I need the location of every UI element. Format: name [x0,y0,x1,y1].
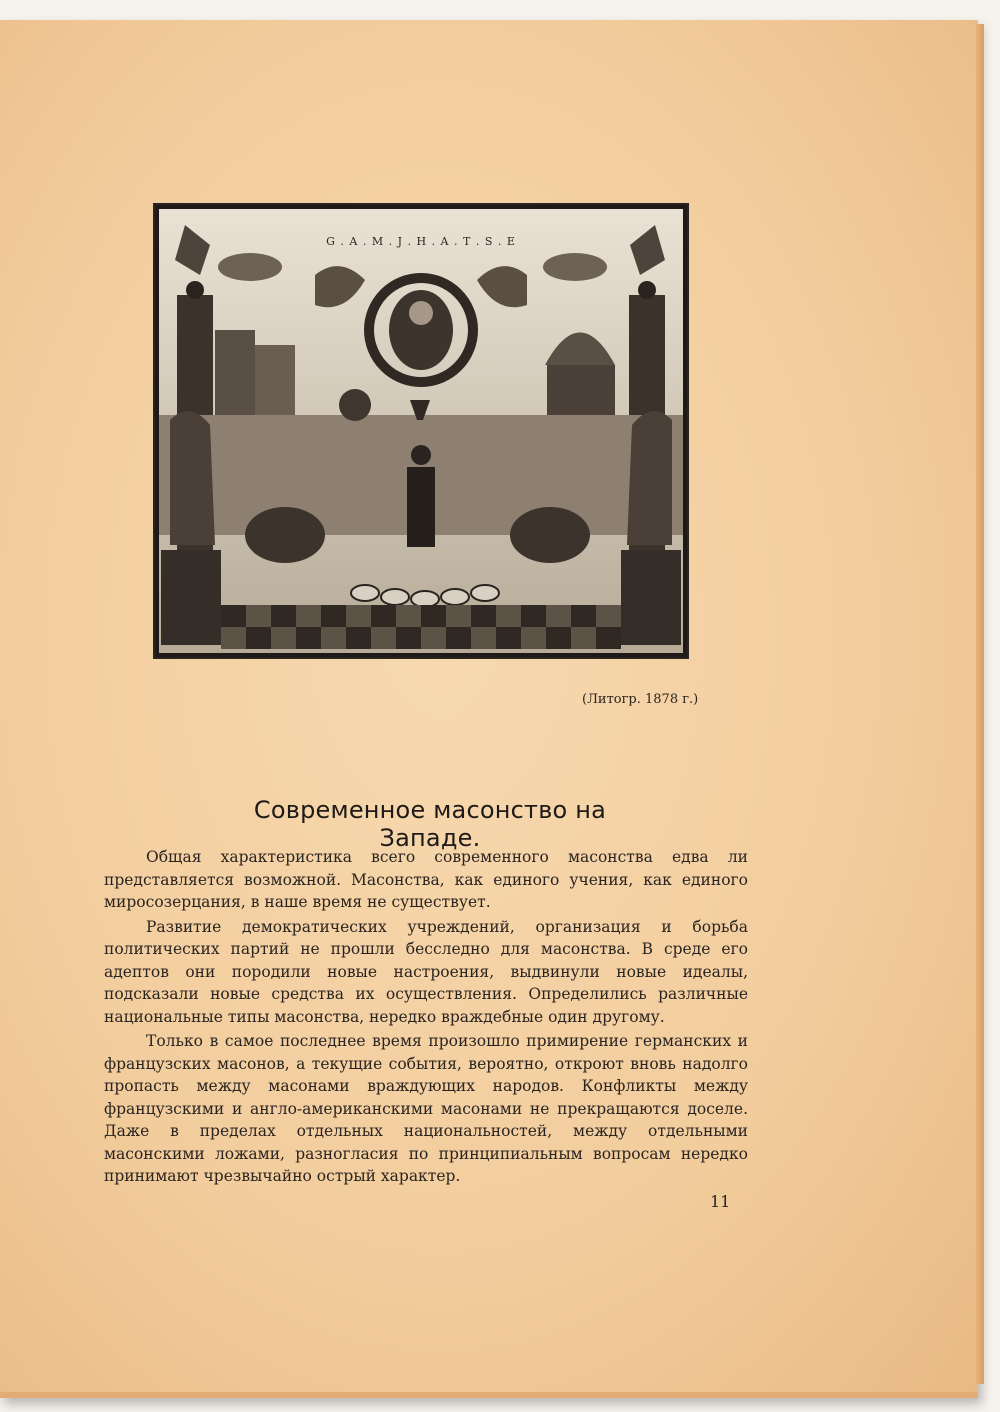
section-heading: Современное масонство на Западе. [253,796,607,852]
banner-letters: G . A . M . J . H . A . T . S . E [326,235,516,248]
paragraph: Только в самое последнее время произошло примирение германских и французских масонов, а текущие события, вероятно, откроют вновь надолго пропасть между масонами враждующих народов. Конфликты между французскими и англо-американскими масонами не прекращаются доселе. Даже в пределах отдельных национальностей, между отдельными масонскими ложами, разногласия по принципиальным вопросам нередко принимают чрезвычайно острый характер. [104,1032,748,1185]
page-edge [976,24,984,1384]
paragraph: Общая характеристика всего современного масонства едва ли представляется возможной. Масонства, как единого учения, как единого миросозерцания, в наше время не существует. [104,848,748,911]
illustration-caption: (Литогр. 1878 г.) [582,692,699,707]
paragraph: Развитие демократических учреждений, организация и борьба политических партий не прошли бесследно для масонства. В среде его адептов они породили новые настроения, выдвинули новые идеалы, подсказали новые средства их осуществления. Определились различные национальные типы масонства, нередко враждебные один другому. [104,917,748,1026]
page-number: 11 [710,1192,731,1211]
body-text [104,846,748,1190]
masonic-lithograph [155,205,687,657]
